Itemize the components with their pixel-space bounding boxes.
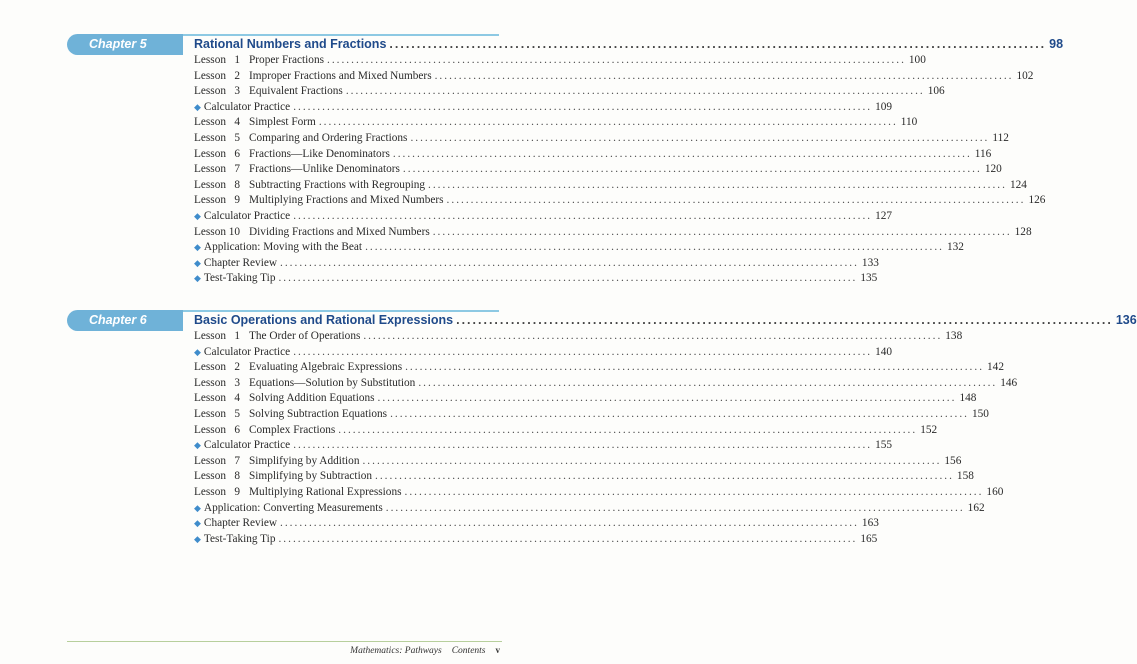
entry-label — [194, 501, 383, 517]
footer-section: Contents — [451, 646, 486, 656]
diamond-bullet-icon: ◆ — [194, 518, 201, 529]
toc-lesson-entry[interactable] — [194, 423, 938, 439]
diamond-bullet-icon: ◆ — [194, 210, 201, 221]
lesson-prefix: Lesson — [194, 485, 227, 498]
toc-lesson-entry[interactable] — [194, 407, 989, 423]
lesson-num: 6 — [234, 423, 241, 436]
dot-leader: ........................................................................................................................ — [345, 85, 925, 98]
entry-label — [194, 485, 402, 501]
entry-title: Simplest Form — [249, 116, 316, 129]
dot-leader: ........................................................................................................................ — [363, 330, 943, 342]
entry-title: Equations—Solution by Substitution — [249, 376, 416, 389]
lesson-num: 6 — [234, 147, 241, 160]
lesson-number — [194, 469, 249, 485]
dot-leader: ........................................................................................................................ — [293, 439, 873, 452]
entry-label — [194, 147, 390, 163]
dot-leader: ........................................................................................................................ — [405, 361, 985, 374]
toc-lesson-entry[interactable] — [194, 360, 1004, 376]
dot-leader: ........................................................................................................................ — [278, 272, 858, 285]
dot-leader: ........................................................................................................................ — [278, 532, 858, 545]
entry-page-number: 100 — [908, 54, 926, 66]
entry-page-number: 102 — [1016, 69, 1034, 82]
entry-title: Application: Moving with the Beat — [203, 241, 363, 254]
lesson-prefix: Lesson — [194, 376, 227, 389]
toc-lesson-entry[interactable] — [194, 53, 926, 69]
entry-page-number: 150 — [971, 407, 989, 420]
toc-lesson-entry[interactable] — [194, 469, 974, 485]
lesson-num: 5 — [234, 407, 241, 420]
chapter-5-tab: Chapter 5 — [67, 34, 183, 55]
lesson-num: 1 — [234, 54, 241, 66]
entry-title: Dividing Fractions and Mixed Numbers — [249, 225, 430, 238]
lesson-prefix: Lesson — [194, 116, 227, 129]
entry-label — [194, 469, 372, 485]
entry-page-number: 155 — [875, 439, 893, 452]
entry-page-number: 124 — [1009, 178, 1027, 191]
lesson-prefix: Lesson — [194, 470, 227, 483]
entry-label — [194, 329, 360, 345]
dot-leader: ........................................................................................................................ — [428, 178, 1007, 191]
entry-label — [194, 100, 290, 116]
lesson-prefix: Lesson — [194, 131, 227, 144]
toc-lesson-entry[interactable] — [194, 376, 1018, 392]
lesson-number — [194, 376, 249, 392]
lesson-number — [194, 131, 249, 147]
entry-page-number: 112 — [992, 131, 1009, 144]
lesson-prefix: Lesson — [194, 361, 227, 374]
entry-label — [194, 240, 362, 256]
entry-title: Application: Converting Measurements — [203, 501, 383, 514]
entry-title: Simplifying by Subtraction — [249, 470, 373, 483]
chapter-6-rule — [183, 310, 499, 312]
entry-title: Solving Subtraction Equations — [249, 407, 388, 420]
chapter-6-entries — [194, 329, 1018, 547]
entry-title: Calculator Practice — [203, 100, 291, 113]
lesson-num: 2 — [234, 69, 241, 82]
entry-page-number: 132 — [946, 241, 964, 254]
entry-title: Fractions—Unlike Denominators — [249, 163, 400, 176]
lesson-number — [194, 84, 249, 100]
lesson-num: 5 — [234, 131, 241, 144]
lesson-prefix: Lesson — [194, 407, 227, 420]
entry-page-number: 126 — [1028, 194, 1046, 207]
footer-rule — [67, 641, 502, 642]
entry-title: Multiplying Fractions and Mixed Numbers — [249, 194, 444, 207]
dot-leader: ........................................................................................................................ — [362, 454, 942, 467]
dot-leader: ........................................................................................................................ — [365, 241, 944, 254]
lesson-number — [194, 115, 249, 131]
toc-feature-entry[interactable] — [194, 256, 879, 272]
dot-leader: ........................................................................................................................ — [418, 376, 998, 389]
dot-leader: ........................................................................................................................ — [280, 517, 859, 530]
toc-lesson-entry[interactable] — [194, 178, 1027, 194]
entry-page-number: 165 — [860, 532, 878, 545]
toc-lesson-entry[interactable] — [194, 225, 1032, 241]
entry-page-number: 128 — [1014, 225, 1032, 238]
toc-lesson-entry[interactable] — [194, 485, 1004, 501]
entry-page-number: 146 — [1000, 376, 1018, 389]
entry-page-number: 162 — [967, 501, 985, 514]
toc-lesson-entry[interactable] — [194, 131, 1009, 147]
entry-title: Simplifying by Addition — [249, 454, 360, 467]
entry-page-number: 138 — [945, 330, 963, 342]
lesson-number — [194, 162, 249, 178]
lesson-number — [194, 193, 249, 209]
lesson-number — [194, 454, 249, 470]
toc-feature-entry[interactable] — [194, 438, 893, 454]
entry-label — [194, 454, 359, 470]
entry-title: Subtracting Fractions with Regrouping — [249, 178, 426, 191]
entry-title: Calculator Practice — [203, 345, 291, 358]
entry-label — [194, 69, 432, 85]
toc-feature-entry[interactable] — [194, 100, 893, 116]
entry-title: Chapter Review — [203, 256, 278, 269]
lesson-num: 3 — [234, 376, 241, 389]
entry-label — [194, 84, 343, 100]
entry-label — [194, 209, 290, 225]
entry-title: Multiplying Rational Expressions — [249, 485, 402, 498]
toc-feature-entry[interactable] — [194, 516, 879, 532]
lesson-prefix: Lesson — [194, 178, 227, 191]
chapter-5-title-row[interactable] — [194, 37, 1064, 51]
toc-lesson-entry[interactable] — [194, 454, 962, 470]
lesson-num: 4 — [234, 392, 241, 405]
entry-page-number: 140 — [875, 345, 893, 358]
entry-page-number: 109 — [875, 100, 893, 113]
lesson-num: 7 — [234, 163, 241, 176]
toc-lesson-entry[interactable] — [194, 162, 1002, 178]
entry-label — [194, 178, 425, 194]
lesson-number — [194, 69, 249, 85]
lesson-num: 9 — [234, 485, 241, 498]
toc-lesson-entry[interactable] — [194, 147, 992, 163]
dot-leader: ........................................................................................................................ — [402, 163, 982, 176]
toc-feature-entry[interactable] — [194, 209, 893, 225]
entry-title: Evaluating Algebraic Expressions — [249, 361, 403, 374]
lesson-number — [194, 225, 249, 241]
chapter-5-title: Rational Numbers and Fractions — [194, 37, 387, 51]
diamond-bullet-icon: ◆ — [194, 257, 201, 268]
lesson-prefix: Lesson — [194, 69, 227, 82]
dot-leader: ........................................................................................................................ — [293, 209, 873, 222]
entry-label — [194, 256, 277, 272]
lesson-prefix: Lesson — [194, 194, 227, 207]
toc-lesson-entry[interactable] — [194, 329, 963, 345]
entry-label — [194, 131, 407, 147]
lesson-num: 3 — [234, 85, 241, 98]
lesson-prefix: Lesson — [194, 163, 227, 176]
entry-label — [194, 376, 415, 392]
lesson-number — [194, 423, 249, 439]
entry-page-number: 160 — [986, 485, 1004, 498]
chapter-6-tab: Chapter 6 — [67, 310, 183, 331]
entry-page-number: 148 — [959, 392, 977, 405]
entry-page-number: 133 — [861, 256, 879, 269]
entry-title: Equivalent Fractions — [249, 85, 343, 98]
entry-page-number: 127 — [875, 209, 893, 222]
entry-title: Chapter Review — [203, 517, 278, 530]
entry-label — [194, 162, 400, 178]
entry-label — [194, 53, 324, 69]
dot-leader: ........................................................................................................................ — [280, 256, 859, 269]
entry-page-number: 142 — [987, 361, 1004, 374]
toc-feature-entry[interactable] — [194, 532, 878, 548]
toc-lesson-entry[interactable] — [194, 391, 977, 407]
lesson-num: 4 — [234, 116, 241, 129]
lesson-num: 2 — [234, 361, 241, 374]
diamond-bullet-icon: ◆ — [194, 502, 201, 513]
entry-label — [194, 193, 444, 209]
lesson-number — [194, 178, 249, 194]
diamond-bullet-icon: ◆ — [194, 101, 201, 112]
dot-leader: ........................................................................................................................ — [446, 194, 1026, 207]
footer-page-number: v — [495, 645, 500, 655]
entry-title: Calculator Practice — [203, 209, 291, 222]
dot-leader: ........................................................................................................................ — [375, 470, 954, 483]
lesson-prefix: Lesson — [194, 85, 227, 98]
chapter-6-page: 136 — [1115, 313, 1137, 327]
lesson-prefix: Lesson — [194, 454, 227, 467]
lesson-num: 9 — [234, 194, 241, 207]
lesson-number — [194, 53, 249, 69]
lesson-num: 10 — [228, 225, 241, 238]
dot-leader: ........................................................................................................................ — [385, 501, 965, 514]
entry-page-number: 110 — [900, 116, 918, 129]
toc-feature-entry[interactable] — [194, 501, 985, 517]
entry-label — [194, 225, 430, 241]
lesson-prefix: Lesson — [194, 330, 227, 342]
title-leader: ........................................................................................................................ — [389, 37, 1047, 51]
diamond-bullet-icon: ◆ — [194, 242, 201, 253]
lesson-prefix: Lesson — [194, 147, 227, 160]
dot-leader: ........................................................................................................................ — [390, 407, 969, 420]
entry-label — [194, 345, 290, 361]
entry-title: Test-Taking Tip — [203, 532, 276, 545]
entry-label — [194, 423, 335, 439]
lesson-num: 8 — [234, 178, 241, 191]
dot-leader: ........................................................................................................................ — [404, 485, 984, 498]
entry-page-number: 156 — [944, 454, 962, 467]
lesson-num: 8 — [234, 470, 241, 483]
entry-title: Fractions—Like Denominators — [249, 147, 390, 160]
title-leader: ........................................................................................................................ — [456, 313, 1113, 327]
lesson-prefix: Lesson — [194, 54, 227, 66]
entry-page-number: 152 — [920, 423, 938, 436]
chapter-5-rule — [183, 34, 499, 36]
diamond-bullet-icon: ◆ — [194, 440, 201, 451]
lesson-number — [194, 391, 249, 407]
dot-leader: ........................................................................................................................ — [392, 147, 972, 160]
dot-leader: ........................................................................................................................ — [293, 345, 873, 358]
dot-leader: ........................................................................................................................ — [338, 423, 918, 436]
lesson-prefix: Lesson — [194, 423, 227, 436]
entry-title: Solving Addition Equations — [249, 392, 375, 405]
toc-feature-entry[interactable] — [194, 240, 964, 256]
chapter-6-title-row[interactable] — [194, 313, 1137, 327]
lesson-num: 7 — [234, 454, 241, 467]
entry-label — [194, 271, 275, 287]
dot-leader: ........................................................................................................................ — [434, 69, 1014, 82]
entry-label — [194, 532, 275, 548]
chapter-6-title: Basic Operations and Rational Expressions — [194, 313, 454, 327]
toc-feature-entry[interactable] — [194, 345, 893, 361]
entry-page-number: 163 — [861, 517, 879, 530]
dot-leader: ........................................................................................................................ — [293, 100, 873, 113]
entry-title: Improper Fractions and Mixed Numbers — [249, 69, 432, 82]
dot-leader: ........................................................................................................................ — [410, 131, 990, 144]
entry-page-number: 106 — [927, 85, 945, 98]
toc-feature-entry[interactable] — [194, 271, 878, 287]
chapter-5-page: 98 — [1049, 37, 1064, 51]
entry-page-number: 120 — [984, 163, 1002, 176]
entry-title: Comparing and Ordering Fractions — [249, 131, 408, 144]
dot-leader: ........................................................................................................................ — [318, 116, 898, 129]
chapter-5-entries — [194, 53, 1046, 287]
entry-label — [194, 516, 277, 532]
dot-leader: ........................................................................................................................ — [327, 54, 906, 66]
page-footer — [350, 645, 500, 656]
entry-page-number: 135 — [860, 272, 878, 285]
entry-title: Calculator Practice — [203, 439, 291, 452]
lesson-prefix: Lesson — [194, 392, 227, 405]
lesson-number — [194, 485, 249, 501]
dot-leader: ........................................................................................................................ — [432, 225, 1012, 238]
lesson-number — [194, 360, 249, 376]
lesson-num: 1 — [234, 330, 241, 342]
diamond-bullet-icon: ◆ — [194, 346, 201, 357]
entry-title: Complex Fractions — [249, 423, 336, 436]
diamond-bullet-icon: ◆ — [194, 273, 201, 284]
entry-label — [194, 391, 375, 407]
entry-label — [194, 438, 290, 454]
entry-title: Test-Taking Tip — [203, 272, 276, 285]
entry-label — [194, 115, 316, 131]
toc-lesson-entry[interactable] — [194, 84, 945, 100]
dot-leader: ........................................................................................................................ — [377, 392, 957, 405]
entry-page-number: 116 — [974, 147, 992, 160]
entry-label — [194, 407, 387, 423]
toc-lesson-entry[interactable] — [194, 115, 918, 131]
entry-title: Proper Fractions — [249, 54, 324, 66]
toc-lesson-entry[interactable] — [194, 193, 1046, 209]
diamond-bullet-icon: ◆ — [194, 533, 201, 544]
entry-title: The Order of Operations — [249, 330, 361, 342]
entry-label — [194, 360, 402, 376]
lesson-number — [194, 147, 249, 163]
lesson-prefix: Lesson — [194, 225, 227, 238]
lesson-number — [194, 407, 249, 423]
toc-lesson-entry[interactable] — [194, 69, 1034, 85]
footer-book-title: Mathematics: Pathways — [350, 646, 442, 656]
entry-page-number: 158 — [956, 470, 974, 483]
lesson-number — [194, 329, 249, 345]
